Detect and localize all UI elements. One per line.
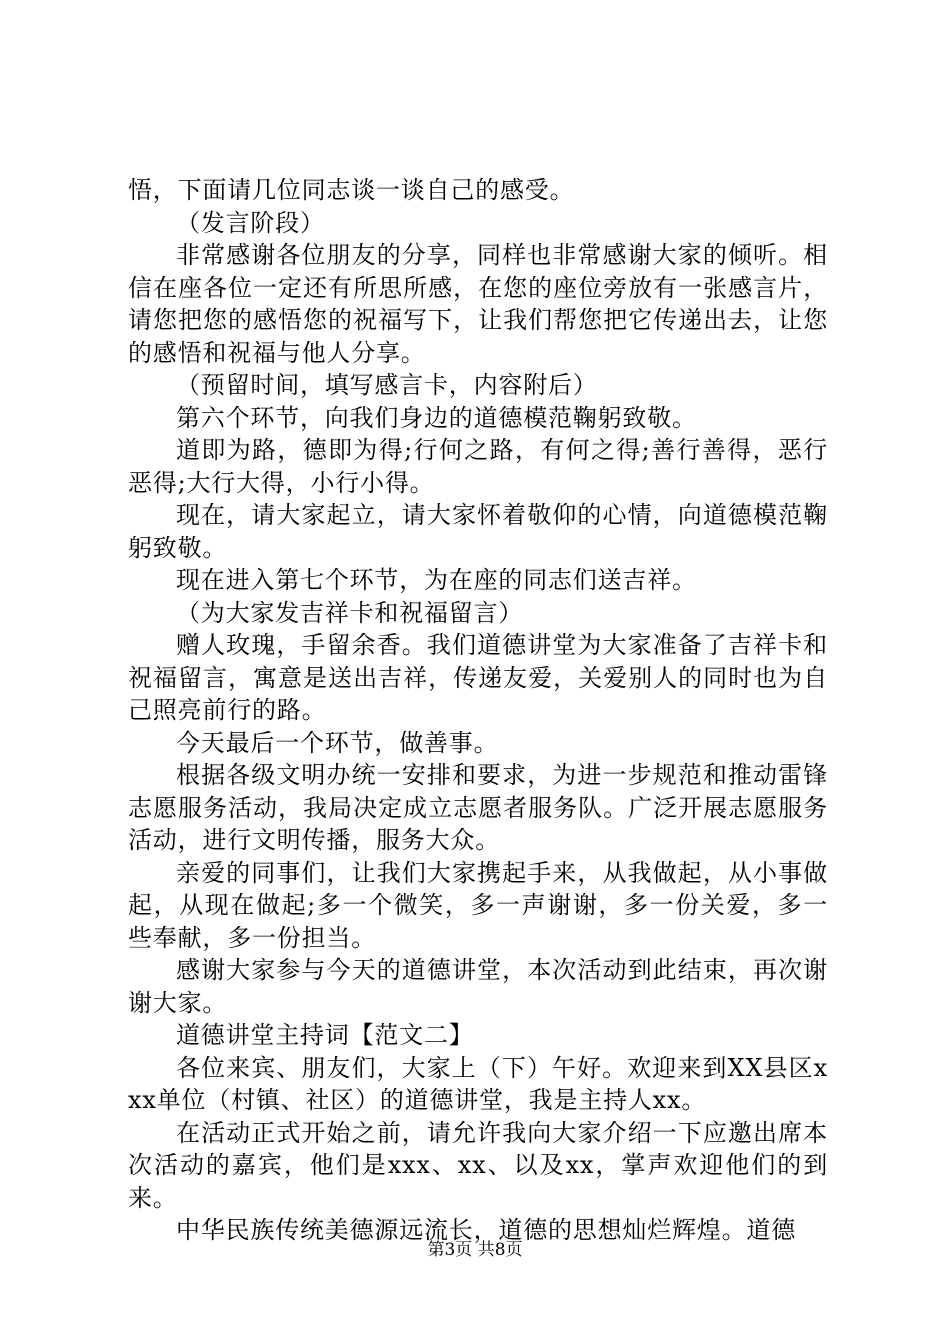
paragraph-8: 现在进入第七个环节，为在座的同志们送吉祥。 bbox=[176, 566, 697, 594]
paragraph-1: 悟，下面请几位同志谈一谈自己的感受。 bbox=[128, 176, 575, 204]
paragraph-6: 道即为路，德即为得;行何之路，有何之得;善行善得，恶行恶得;大行大得，小行小得。 bbox=[128, 436, 828, 497]
page-footer bbox=[0, 1238, 950, 1262]
paragraph-10: 赠人玫瑰，手留余香。我们道德讲堂为大家准备了吉祥卡和祝福留言，寓意是送出吉祥，传递友爱，关爱别人的同时也为自己照亮前行的路。 bbox=[128, 631, 828, 724]
document-body bbox=[128, 174, 828, 1247]
paragraph-13: 亲爱的同事们，让我们大家携起手来，从我做起，从小事做起，从现在做起;多一个微笑，多一声谢谢，多一份关爱，多一些奉献，多一份担当。 bbox=[128, 858, 828, 952]
page-number-label: 第3页 共8页 bbox=[427, 1240, 523, 1260]
paragraph-16: 各位来宾、朋友们，大家上（下）午好。欢迎来到XX县区xxx单位（村镇、社区）的道德讲堂，我是主持人xx。 bbox=[128, 1053, 828, 1114]
paragraph-4: （预留时间，填写感言卡，内容附后） bbox=[176, 371, 598, 399]
paragraph-3: 非常感谢各位朋友的分享，同样也非常感谢大家的倾听。相信在座各位一定还有所思所感，在您的座位旁放有一张感言片，请您把您的感悟您的祝福写下，让我们帮您把它传递出去，让您的感悟和祝福与他人分享。 bbox=[128, 241, 828, 367]
paragraph-12: 根据各级文明办统一安排和要求，为进一步规范和推动雷锋志愿服务活动，我局决定成立志愿者服务队。广泛开展志愿服务活动，进行文明传播，服务大众。 bbox=[128, 761, 828, 854]
paragraph-11: 今天最后一个环节，做善事。 bbox=[176, 728, 499, 757]
paragraph-17: 在活动正式开始之前，请允许我向大家介绍一下应邀出席本次活动的嘉宾，他们是xxx、xx、以及xx，掌声欢迎他们的到来。 bbox=[128, 1118, 828, 1212]
paragraph-9: （为大家发吉祥卡和祝福留言） bbox=[176, 598, 524, 627]
paragraph-14: 感谢大家参与今天的道德讲堂，本次活动到此结束，再次谢谢大家。 bbox=[128, 956, 828, 1017]
paragraph-5: 第六个环节，向我们身边的道德模范鞠躬致敬。 bbox=[176, 403, 697, 432]
paragraph-18: 中华民族传统美德源远流长，道德的思想灿烂辉煌。道德 bbox=[176, 1216, 796, 1244]
paragraph-7: 现在，请大家起立，请大家怀着敬仰的心情，向道德模范鞠躬致敬。 bbox=[128, 501, 828, 562]
paragraph-2: （发言阶段） bbox=[176, 208, 325, 237]
section-heading: 道德讲堂主持词【范文二】 bbox=[176, 1021, 474, 1049]
